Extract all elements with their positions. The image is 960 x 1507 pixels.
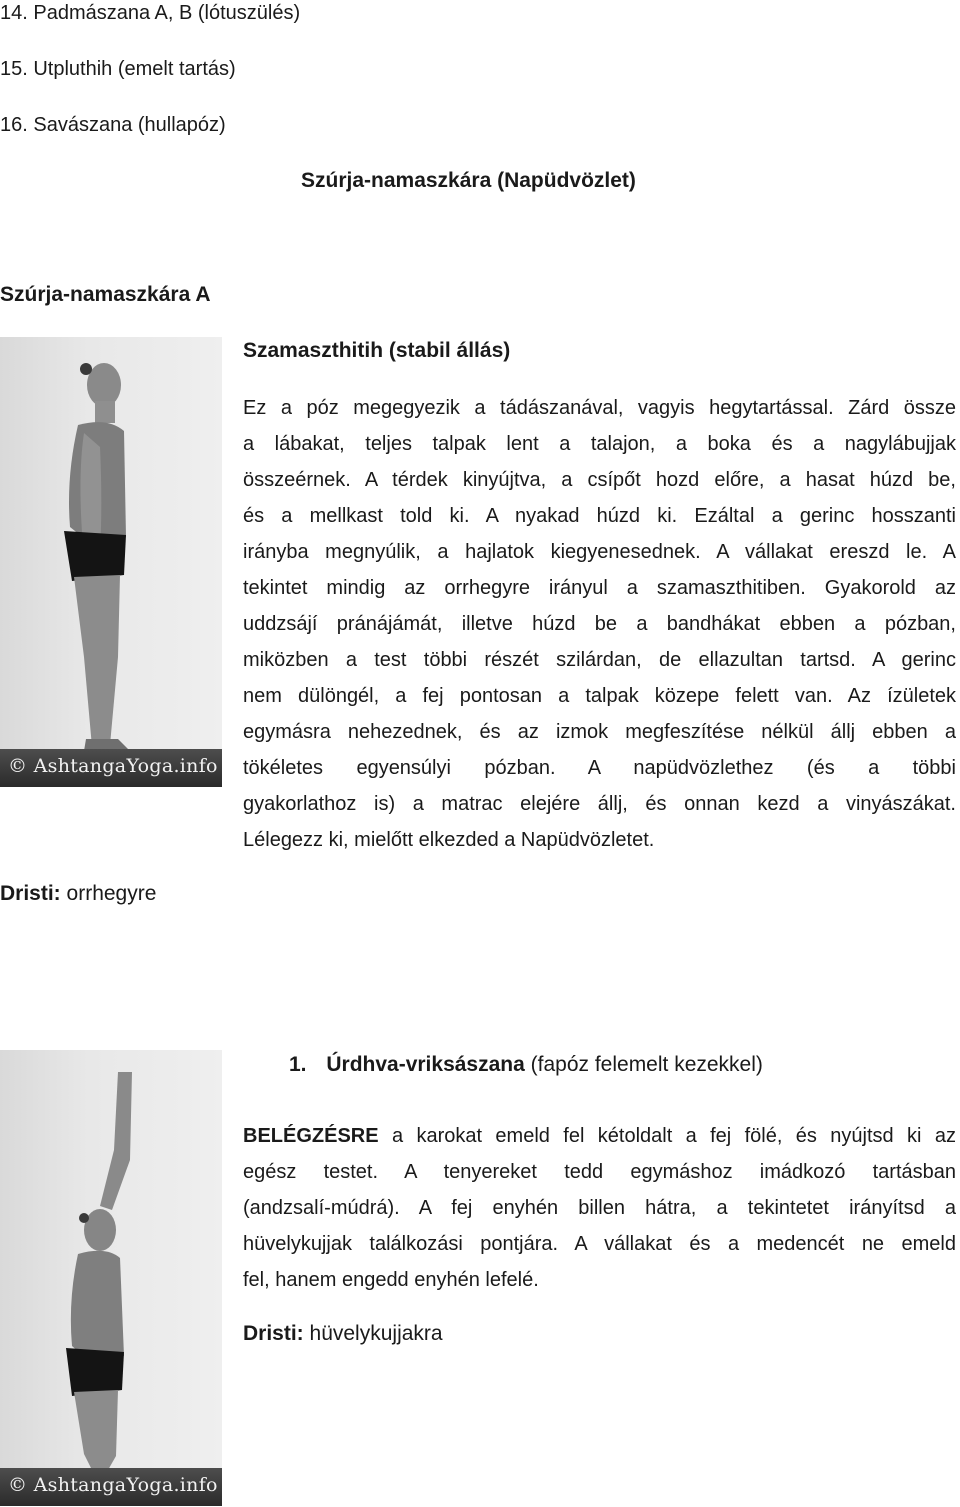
paragraph-line: Lélegezz ki, mielőtt elkezded a Napüdvözletet. [243, 829, 655, 851]
dristi-value: hüvelykujjakra [303, 1322, 443, 1345]
paragraph-line-rest: a karokat emeld fel kétoldalt a fej fölé, és nyújtsd ki az [378, 1125, 956, 1147]
dristi-label: Dristi: [243, 1322, 304, 1345]
list-item-16: 16. Savászana (hullapóz) [0, 114, 226, 136]
pose-photo-urdhva-vrksasana [0, 1050, 222, 1506]
paragraph-line [243, 1118, 956, 1154]
paragraph-line: egész testet. A tenyereket tedd egymáshoz imádkozó tartásban [243, 1161, 956, 1183]
paragraph-line: egymásra nehezednek, és az izmok megfeszítése nélkül állj ebben a [243, 721, 956, 743]
pose-photo-samasthitih [0, 337, 222, 787]
paragraph-line: a lábakat, teljes talpak lent a talajon, a boka és a nagylábujjak [243, 433, 956, 455]
standing-figure-image [0, 337, 222, 787]
dristi-samasthitih [0, 882, 156, 906]
dristi-label: Dristi: [0, 882, 61, 905]
paragraph-line: irányba megnyúlik, a hajlatok kiegyenesednek. A vállakat ereszd le. A [243, 541, 956, 563]
pose-description-samasthitih [243, 390, 956, 858]
pose-description-urdhva-vrksasana [243, 1118, 956, 1298]
section-title: Szúrja-namaszkára (Napüdvözlet) [301, 169, 636, 192]
paragraph-line: Ez a póz megegyezik a tádászanával, vagyis hegytartással. Zárd össze [243, 397, 956, 419]
pose-name: Úrdhva-vriksászana [326, 1053, 525, 1076]
photo-watermark: © AshtangaYoga.info [8, 1474, 218, 1496]
paragraph-line: nem dülöngél, a fej pontosan a talpak közepe felett van. Az ízületek [243, 685, 956, 707]
arms-raised-figure-image [0, 1050, 222, 1506]
pose-name-suffix: (fapóz felemelt kezekkel) [524, 1053, 763, 1076]
paragraph-line: gyakorlathoz is) a matrac elejére állj, és onnan kezd a vinyászákat. [243, 793, 956, 815]
paragraph-line: miközben a test többi részét szilárdan, de ellazultan tartsd. A gerinc [243, 649, 956, 671]
paragraph-line: tekintet mindig az orrhegyre irányul a szamaszthitiben. Gyakorold az [243, 577, 956, 599]
dristi-urdhva-vrksasana [243, 1322, 443, 1346]
paragraph-line: (andzsalí-múdrá). A fej enyhén billen hátra, a tekintetet irányítsd a [243, 1197, 956, 1219]
paragraph-line: összeérnek. A térdek kinyújtva, a csípőt hozd előre, a hasat húzd be, [243, 469, 956, 491]
pose-title-urdhva-vrksasana [289, 1053, 763, 1077]
subsection-title: Szúrja-namaszkára A [0, 283, 211, 306]
paragraph-line: uddzsájí pránájámát, illetve húzd be a bandhákat ebben a pózban, [243, 613, 956, 635]
list-item-15: 15. Utpluthih (emelt tartás) [0, 58, 236, 80]
paragraph-line: fel, hanem engedd enyhén lefelé. [243, 1269, 539, 1291]
list-item-14: 14. Padmászana A, B (lótuszülés) [0, 2, 301, 24]
paragraph-line: és a mellkast told ki. A nyakad húzd ki. Ezáltal a gerinc hosszanti [243, 505, 956, 527]
lead-bold-word: BELÉGZÉSRE [243, 1125, 379, 1147]
pose-title-samasthitih: Szamaszthitih (stabil állás) [243, 339, 511, 362]
paragraph-line: hüvelykujjak találkozási pontjára. A vállakat és a medencét ne emeld [243, 1233, 956, 1255]
dristi-value: orrhegyre [60, 882, 157, 905]
pose-number: 1. [289, 1053, 307, 1076]
photo-watermark: © AshtangaYoga.info [8, 755, 218, 777]
paragraph-line: tökéletes egyensúlyi pózban. A napüdvözlethez (és a többi [243, 757, 956, 779]
